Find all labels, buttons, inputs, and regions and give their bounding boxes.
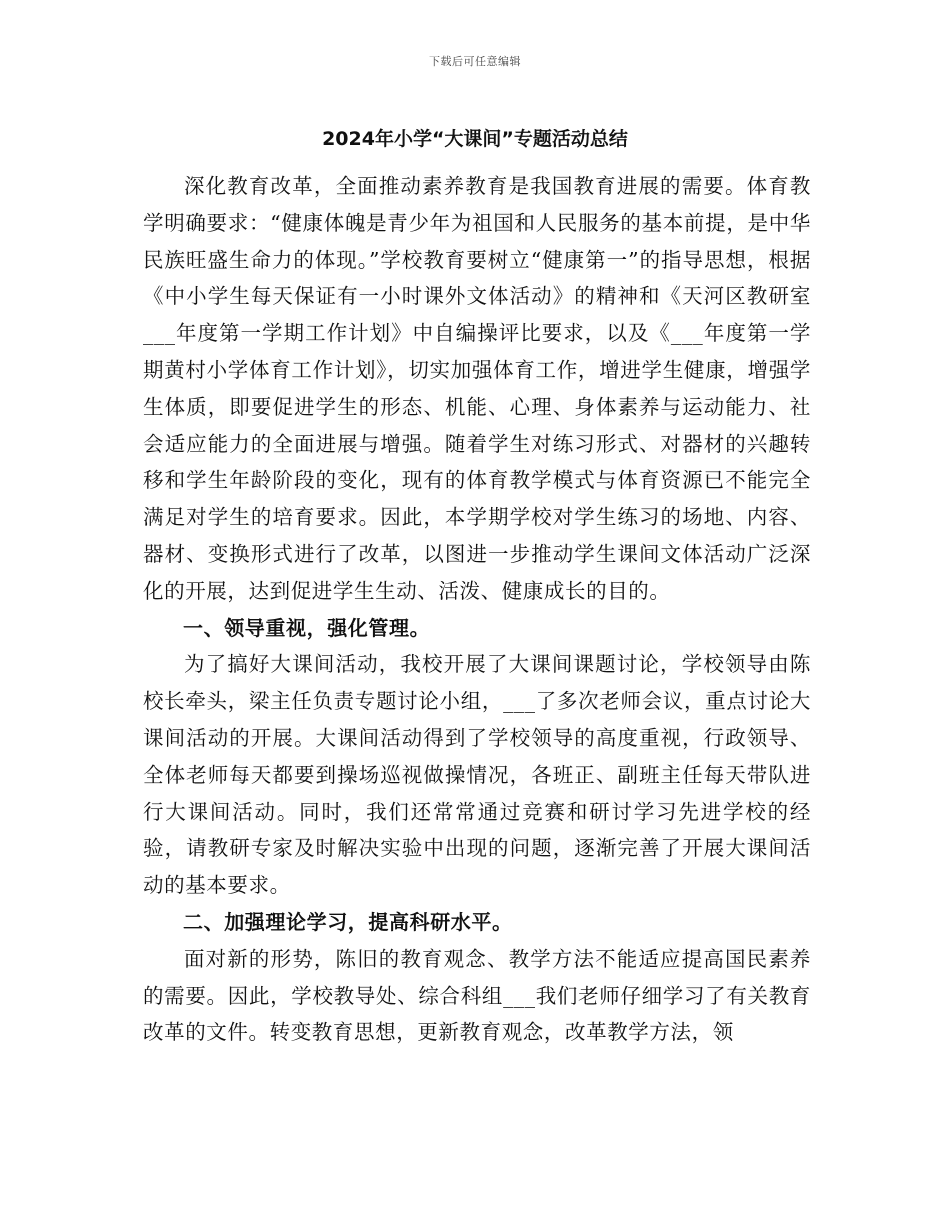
section-heading-1: 一、领导重视，强化管理。 [183,615,431,640]
header-note: 下载后可任意编辑 [429,55,521,68]
paragraph-section-2: 面对新的形势，陈旧的教育观念、教学方法不能适应提高国民素养的需要。因此，学校教导处、综合科组___我们老师仔细学习了有关教育改革的文件。转变教育思想，更新教育观念，改革教学方法，领 [143,946,811,1045]
section-heading-2: 二、加强理论学习，提高科研水平。 [183,909,513,934]
paragraph-section-1: 为了搞好大课间活动，我校开展了大课间课题讨论，学校领导由陈校长牵头，梁主任负责专题讨论小组，___了多次老师会议，重点讨论大课间活动的开展。大课间活动得到了学校领导的高度重视，行政领导、全体老师每天都要到操场巡视做操情况，各班正、副班主任每天带队进行大课间活动。同时，我们还常常通过竞赛和研讨学习先进学校的经验，请教研专家及时解决实验中出现的问题，逐渐完善了开展大课间活动的基本要求。 [143,652,811,898]
document-body [143,168,811,1051]
paragraph-intro: 深化教育改革，全面推动素养教育是我国教育进展的需要。体育教学明确要求：“健康体魄是青少年为祖国和人民服务的基本前提，是中华民族旺盛生命力的体现。”学校教育要树立“健康第一”的指导思想，根据《中小学生每天保证有一小时课外文体活动》的精神和《天河区教研室___年度第一学期工作计划》中自编操评比要求，以及《___年度第一学期黄村小学体育工作计划》，切实加强体育工作，增进学生健康，增强学生体质，即要促进学生的形态、机能、心理、身体素养与运动能力、社会适应能力的全面进展与增强。随着学生对练习形式、对器材的兴趣转移和学生年龄阶段的变化，现有的体育教学模式与体育资源已不能完全满足对学生的培育要求。因此，本学期学校对学生练习的场地、内容、器材、变换形式进行了改革，以图进一步推动学生课间文体活动广泛深化的开展，达到促进学生生动、活泼、健康成长的目的。 [143,174,811,603]
document-title: 2024年小学“大课间”专题活动总结 [322,128,628,150]
